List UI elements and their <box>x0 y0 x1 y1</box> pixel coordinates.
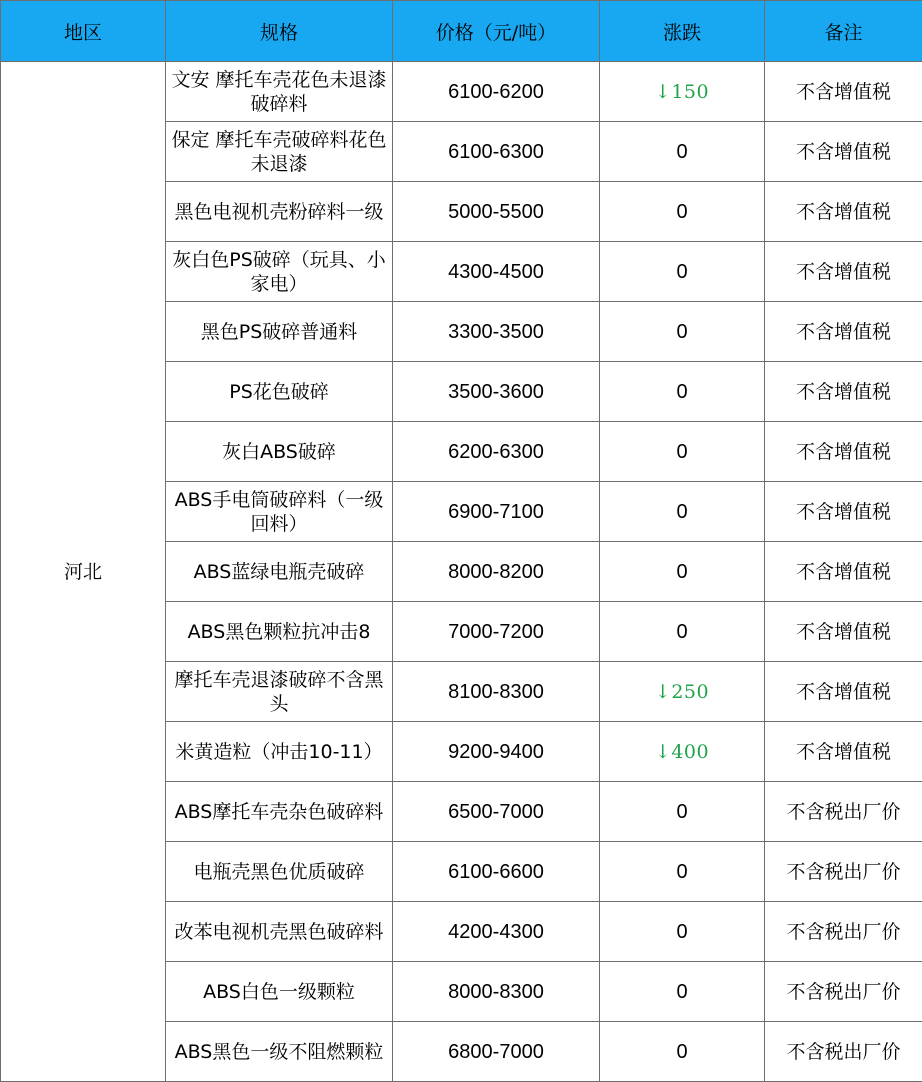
header-change: 涨跌 <box>600 1 765 62</box>
spec-cell: 摩托车壳退漆破碎不含黑头 <box>166 662 393 722</box>
note-cell: 不含增值税 <box>765 422 922 482</box>
change-cell <box>600 182 765 242</box>
price-cell: 6100-6600 <box>393 842 600 902</box>
change-value: 0 <box>676 261 687 283</box>
price-cell: 8000-8300 <box>393 962 600 1022</box>
spec-cell: ABS手电筒破碎料（一级回料） <box>166 482 393 542</box>
header-row <box>1 1 922 62</box>
change-value: 0 <box>676 381 687 403</box>
price-cell: 6500-7000 <box>393 782 600 842</box>
change-value: 0 <box>676 801 687 823</box>
price-cell: 4300-4500 <box>393 242 600 302</box>
price-cell: 3500-3600 <box>393 362 600 422</box>
change-value: 0 <box>676 141 687 163</box>
spec-cell: ABS黑色一级不阻燃颗粒 <box>166 1022 393 1082</box>
change-cell <box>600 722 765 782</box>
note-cell: 不含增值税 <box>765 602 922 662</box>
change-value: 0 <box>676 1041 687 1063</box>
change-value: 0 <box>676 621 687 643</box>
note-cell: 不含增值税 <box>765 362 922 422</box>
change-cell <box>600 362 765 422</box>
note-cell: 不含税出厂价 <box>765 1022 922 1082</box>
change-cell <box>600 242 765 302</box>
change-value: 0 <box>676 441 687 463</box>
note-cell: 不含增值税 <box>765 182 922 242</box>
note-cell: 不含税出厂价 <box>765 782 922 842</box>
spec-cell: ABS黑色颗粒抗冲击8 <box>166 602 393 662</box>
change-cell <box>600 962 765 1022</box>
price-cell: 6900-7100 <box>393 482 600 542</box>
spec-cell: 黑色电视机壳粉碎料一级 <box>166 182 393 242</box>
header-region: 地区 <box>1 1 166 62</box>
note-cell: 不含增值税 <box>765 662 922 722</box>
spec-cell: 灰白色PS破碎（玩具、小家电） <box>166 242 393 302</box>
spec-cell: ABS摩托车壳杂色破碎料 <box>166 782 393 842</box>
change-value: 0 <box>676 921 687 943</box>
change-cell <box>600 62 765 122</box>
change-cell <box>600 662 765 722</box>
price-cell: 6100-6300 <box>393 122 600 182</box>
price-cell: 5000-5500 <box>393 182 600 242</box>
change-value: ↓150 <box>655 81 709 103</box>
region-cell: 河北 <box>1 62 166 1082</box>
spec-cell: PS花色破碎 <box>166 362 393 422</box>
change-value: 0 <box>676 561 687 583</box>
price-cell: 8000-8200 <box>393 542 600 602</box>
header-spec: 规格 <box>166 1 393 62</box>
spec-cell: 保定 摩托车壳破碎料花色未退漆 <box>166 122 393 182</box>
change-cell <box>600 422 765 482</box>
note-cell: 不含增值税 <box>765 242 922 302</box>
spec-cell: 文安 摩托车壳花色未退漆破碎料 <box>166 62 393 122</box>
change-cell <box>600 902 765 962</box>
spec-cell: 黑色PS破碎普通料 <box>166 302 393 362</box>
price-cell: 4200-4300 <box>393 902 600 962</box>
change-value: 0 <box>676 861 687 883</box>
header-price: 价格（元/吨） <box>393 1 600 62</box>
spec-cell: 电瓶壳黑色优质破碎 <box>166 842 393 902</box>
note-cell: 不含税出厂价 <box>765 902 922 962</box>
spec-cell: ABS白色一级颗粒 <box>166 962 393 1022</box>
spec-cell: 灰白ABS破碎 <box>166 422 393 482</box>
price-cell: 6800-7000 <box>393 1022 600 1082</box>
note-cell: 不含增值税 <box>765 302 922 362</box>
note-cell: 不含增值税 <box>765 722 922 782</box>
note-cell: 不含税出厂价 <box>765 842 922 902</box>
note-cell: 不含税出厂价 <box>765 962 922 1022</box>
change-value: ↓400 <box>655 741 709 763</box>
table-body <box>1 62 922 1082</box>
change-value: 0 <box>676 201 687 223</box>
header-note: 备注 <box>765 1 922 62</box>
price-cell: 6100-6200 <box>393 62 600 122</box>
change-cell <box>600 542 765 602</box>
note-cell: 不含增值税 <box>765 122 922 182</box>
note-cell: 不含增值税 <box>765 62 922 122</box>
spec-cell: 改苯电视机壳黑色破碎料 <box>166 902 393 962</box>
note-cell: 不含增值税 <box>765 482 922 542</box>
spec-cell: 米黄造粒（冲击10-11） <box>166 722 393 782</box>
change-cell <box>600 482 765 542</box>
spec-cell: ABS蓝绿电瓶壳破碎 <box>166 542 393 602</box>
price-cell: 9200-9400 <box>393 722 600 782</box>
table-row <box>1 62 922 122</box>
change-cell <box>600 122 765 182</box>
change-value: 0 <box>676 981 687 1003</box>
change-value: ↓250 <box>655 681 709 703</box>
change-value: 0 <box>676 501 687 523</box>
note-cell: 不含增值税 <box>765 542 922 602</box>
price-cell: 8100-8300 <box>393 662 600 722</box>
price-cell: 6200-6300 <box>393 422 600 482</box>
change-cell <box>600 602 765 662</box>
table-header <box>1 1 922 62</box>
change-cell <box>600 1022 765 1082</box>
price-cell: 7000-7200 <box>393 602 600 662</box>
change-cell <box>600 842 765 902</box>
change-cell <box>600 782 765 842</box>
price-cell: 3300-3500 <box>393 302 600 362</box>
change-cell <box>600 302 765 362</box>
change-value: 0 <box>676 321 687 343</box>
